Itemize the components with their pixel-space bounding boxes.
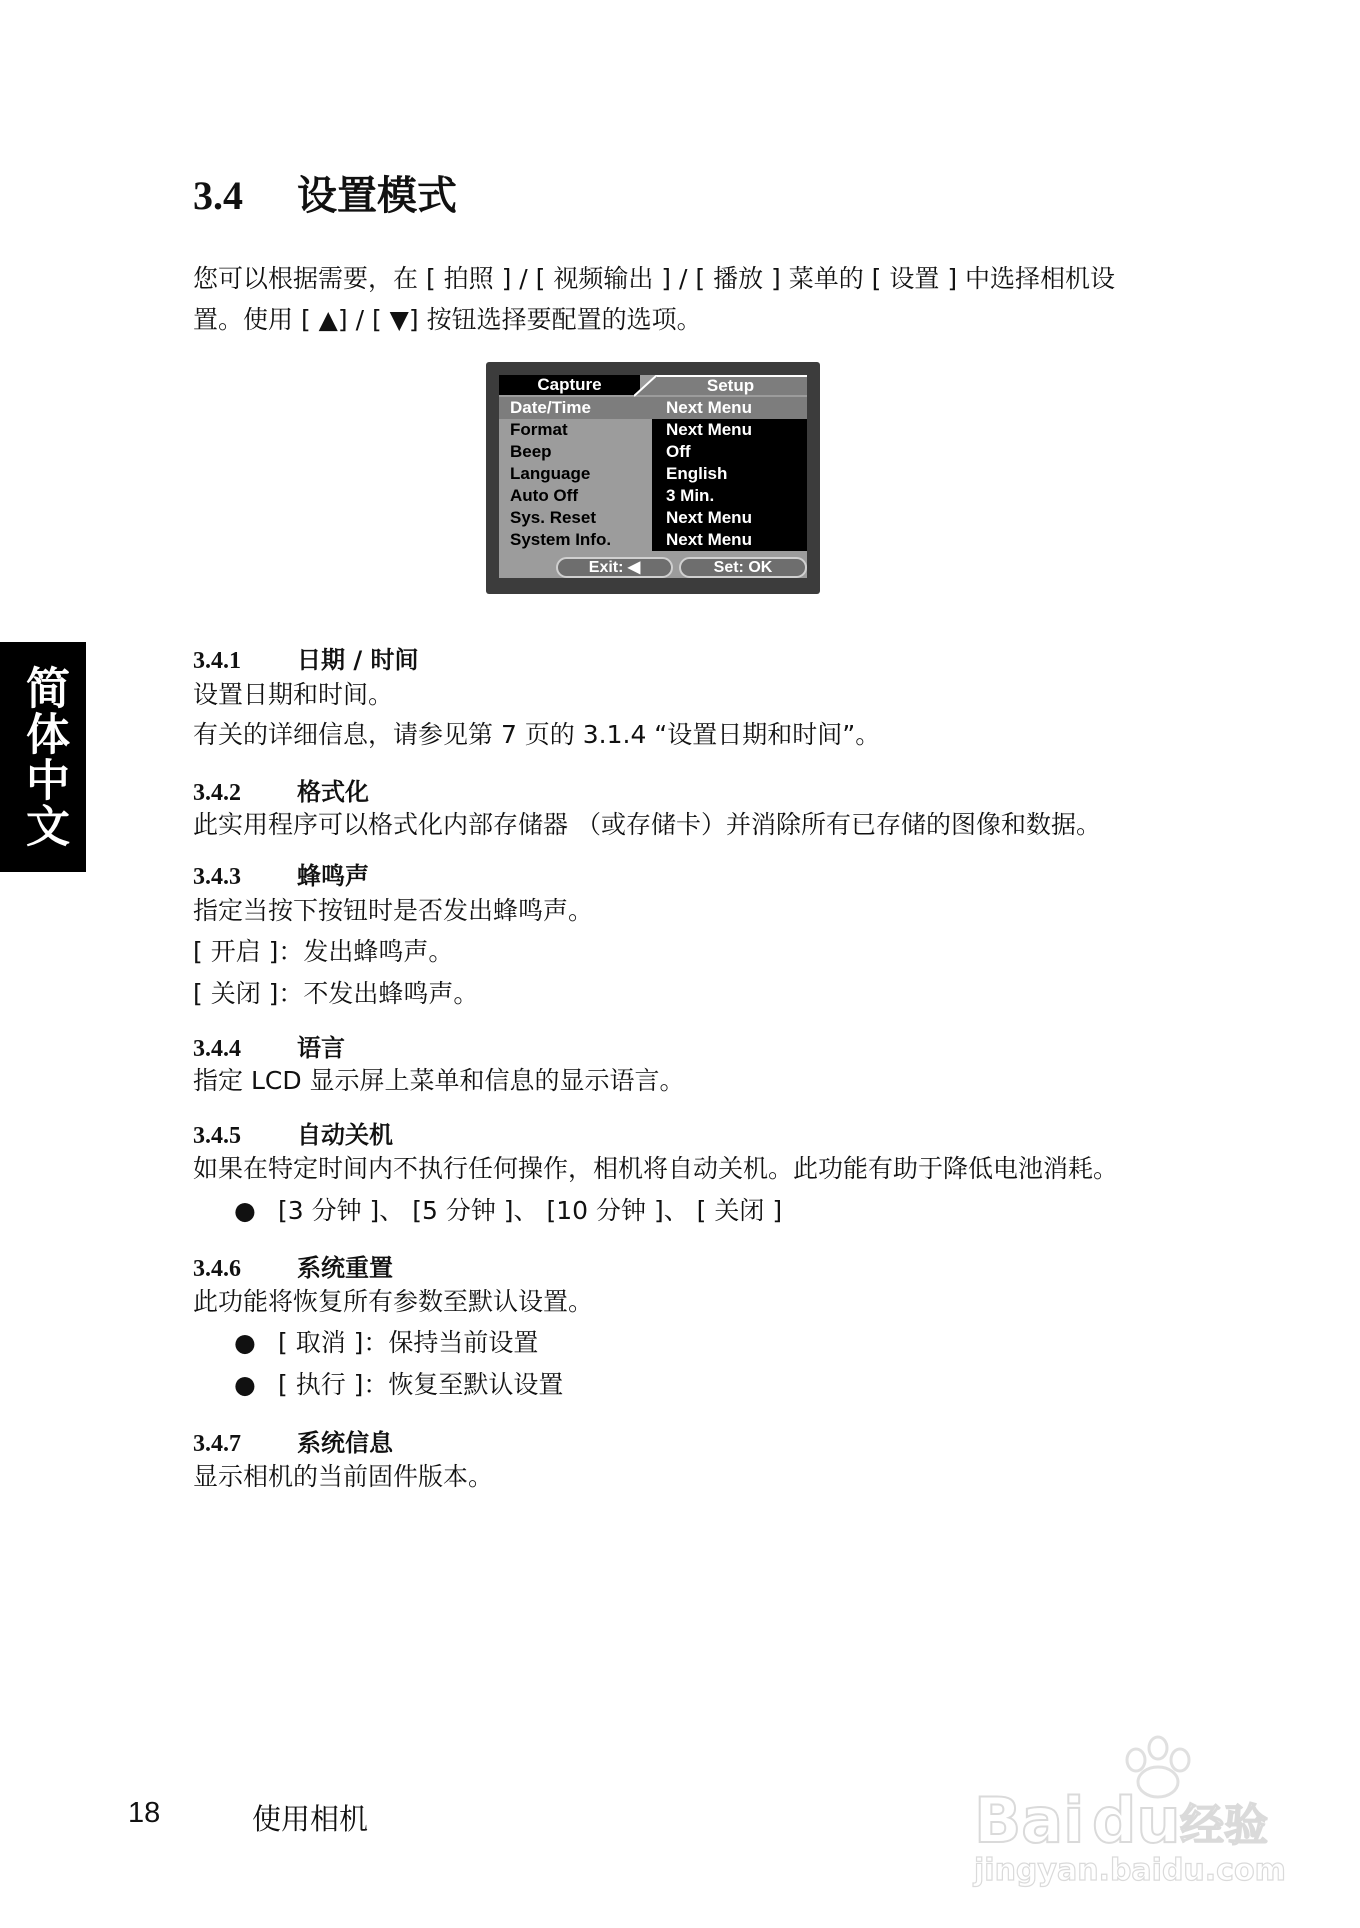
tab-setup: Setup: [706, 376, 755, 395]
subsection-title: 格式化: [297, 778, 369, 806]
exit-hint: Exit: ◀: [556, 557, 673, 578]
subsection-language: [193, 1028, 685, 1099]
subsection-line: [ 关闭 ]：不发出蜂鸣声。: [193, 979, 479, 1008]
svg-text:经验: 经验: [1180, 1800, 1268, 1851]
subsection-title: 蜂鸣声: [297, 862, 369, 890]
subsection-title: 自动关机: [297, 1121, 393, 1149]
subsection-heading: [193, 640, 880, 675]
menu-row-label: System Info.: [510, 530, 612, 549]
subsection-title: 系统信息: [297, 1429, 393, 1457]
subsection-heading: [193, 1423, 493, 1458]
bullet-icon: ●: [234, 1370, 256, 1399]
subsection-heading: [193, 856, 593, 891]
subsection-title: 系统重置: [297, 1254, 393, 1282]
subsection-line: [ 开启 ]：发出蜂鸣声。: [193, 937, 454, 966]
language-side-tab: 简体中文: [0, 642, 86, 872]
subsection-line: 指定 LCD 显示屏上菜单和信息的显示语言。: [193, 1066, 685, 1095]
subsection-number: 3.4.6: [193, 1256, 241, 1282]
subsection-title: 语言: [297, 1034, 345, 1062]
set-hint: Set: OK: [679, 557, 807, 578]
subsection-heading: [193, 772, 1101, 807]
menu-row-value: Next Menu: [652, 419, 807, 441]
menu-row-auto-off: [499, 485, 807, 507]
menu-row-value: Next Menu: [652, 507, 807, 529]
subsection-line: 有关的详细信息，请参见第 7 页的 3.1.4 “设置日期和时间”。: [193, 720, 881, 749]
bullet-icon: ●: [234, 1328, 256, 1357]
svg-text:du: du: [1092, 1784, 1181, 1857]
page-number: 18: [128, 1797, 161, 1829]
section-title: [193, 164, 457, 221]
menu-row-beep: [499, 441, 807, 463]
menu-row-value: Next Menu: [652, 397, 807, 419]
subsection-number: 3.4.1: [193, 648, 241, 674]
menu-row-system-info: [499, 529, 807, 551]
subsection-number: 3.4.4: [193, 1036, 241, 1062]
subsection-title: 日期 / 时间: [297, 646, 419, 674]
menu-row-value: English: [652, 463, 807, 485]
menu-row-label: Format: [510, 420, 568, 439]
footer-title: 使用相机: [252, 1802, 369, 1836]
subsection-format: [193, 772, 1101, 843]
lcd-setup-menu-figure: [486, 362, 820, 594]
subsection-date-time: [193, 640, 880, 755]
list-item-text: [ 执行 ]：恢复至默认设置: [278, 1370, 564, 1399]
subsection-line: 显示相机的当前固件版本。: [193, 1462, 494, 1491]
subsection-system-info: [193, 1423, 493, 1496]
menu-row-label: Beep: [510, 442, 552, 461]
subsection-auto-off: [193, 1115, 1118, 1234]
tab-capture: Capture: [499, 375, 640, 395]
menu-row-value: 3 Min.: [652, 485, 807, 507]
subsection-number: 3.4.2: [193, 780, 241, 806]
menu-row-label: Date/Time: [499, 397, 652, 419]
svg-text:Bai: Bai: [974, 1784, 1085, 1857]
subsection-number: 3.4.7: [193, 1431, 241, 1457]
menu-row-date-time: [499, 397, 807, 419]
subsection-number: 3.4.3: [193, 864, 241, 890]
subsection-line: 指定当按下按钮时是否发出蜂鸣声。: [193, 896, 594, 925]
menu-row-label: Language: [510, 464, 591, 483]
subsection-sys-reset: [193, 1248, 593, 1405]
menu-row-value: Off: [652, 441, 807, 463]
list-item: [234, 1188, 1118, 1234]
list-item-text: [ 取消 ]：保持当前设置: [278, 1328, 539, 1357]
subsection-number: 3.4.5: [193, 1123, 241, 1149]
section-number: 3.4: [193, 173, 243, 218]
menu-row-format: [499, 419, 807, 441]
subsection-line: 设置日期和时间。: [193, 680, 394, 709]
subsection-heading: [193, 1115, 1118, 1150]
intro-line: 您可以根据需要，在 [ 拍照 ] / [ 视频输出 ] / [ 播放 ] 菜单的 [ 设置 ] 中选择相机设: [193, 264, 1116, 293]
list-item: [234, 1321, 593, 1365]
section-title-text: 设置模式: [297, 173, 457, 219]
subsection-heading: [193, 1248, 593, 1283]
menu-row-label: Auto Off: [510, 486, 578, 505]
lcd-bottom-bar: [556, 557, 807, 578]
menu-row-value: Next Menu: [652, 529, 807, 551]
svg-text:jingyan.baidu.com: jingyan.baidu.com: [974, 1853, 1286, 1888]
lcd-screen: [499, 375, 807, 578]
subsection-heading: [193, 1028, 685, 1063]
bullet-icon: ●: [234, 1196, 256, 1225]
list-item-text: [3 分钟 ]、 [5 分钟 ]、 [10 分钟 ]、 [ 关闭 ]: [278, 1196, 783, 1225]
subsection-line: 如果在特定时间内不执行任何操作，相机将自动关机。此功能有助于降低电池消耗。: [193, 1154, 1119, 1183]
intro-paragraph: [193, 258, 1115, 340]
menu-row-language: [499, 463, 807, 485]
menu-row-label: Sys. Reset: [510, 508, 596, 527]
list-item: [234, 1365, 593, 1405]
subsection-line: 此功能将恢复所有参数至默认设置。: [193, 1287, 594, 1316]
menu-row-sys-reset: [499, 507, 807, 529]
subsection-line: 此实用程序可以格式化内部存储器 （或存储卡）并消除所有已存储的图像和数据。: [193, 810, 1101, 839]
menu-rows: [499, 397, 807, 551]
subsection-beep: [193, 856, 593, 1015]
intro-line: 置。使用 [ ▲] / [ ▼] 按钮选择要配置的选项。: [193, 305, 702, 334]
baidu-watermark-logo: [968, 1730, 1288, 1890]
